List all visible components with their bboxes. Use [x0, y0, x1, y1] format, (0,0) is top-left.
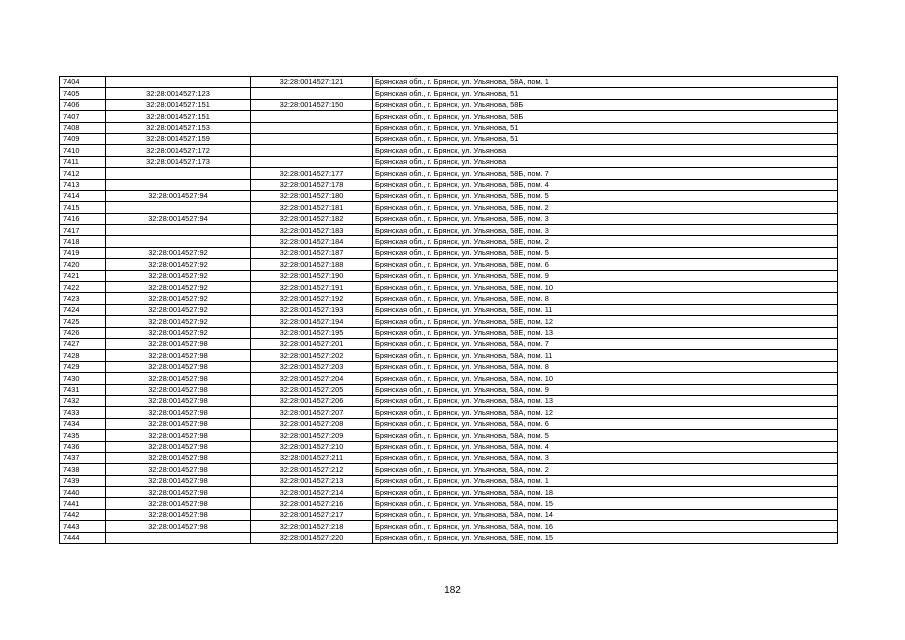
- address-cell: Брянская обл., г. Брянск, ул. Ульянова, 58Б: [373, 99, 838, 110]
- row-number-cell: 7433: [60, 407, 106, 418]
- row-number-cell: 7443: [60, 521, 106, 532]
- object-number-cell: 32:28:0014527:220: [251, 532, 373, 543]
- object-number-cell: 32:28:0014527:204: [251, 373, 373, 384]
- address-cell: Брянская обл., г. Брянск, ул. Ульянова, 58А, пом. 13: [373, 395, 838, 406]
- object-number-cell: 32:28:0014527:193: [251, 304, 373, 315]
- table-row: [60, 464, 838, 475]
- object-number-cell: 32:28:0014527:177: [251, 168, 373, 179]
- parcel-number-cell: 32:28:0014527:172: [106, 145, 251, 156]
- object-number-cell: 32:28:0014527:203: [251, 361, 373, 372]
- object-number-cell: 32:28:0014527:195: [251, 327, 373, 338]
- row-number-cell: 7426: [60, 327, 106, 338]
- parcel-number-cell: [106, 236, 251, 247]
- table-row: [60, 99, 838, 110]
- parcel-number-cell: 32:28:0014527:98: [106, 395, 251, 406]
- object-number-cell: 32:28:0014527:188: [251, 259, 373, 270]
- row-number-cell: 7419: [60, 247, 106, 258]
- parcel-number-cell: [106, 225, 251, 236]
- page-number: 182: [444, 585, 461, 596]
- address-cell: Брянская обл., г. Брянск, ул. Ульянова, 58А, пом. 12: [373, 407, 838, 418]
- object-number-cell: 32:28:0014527:178: [251, 179, 373, 190]
- row-number-cell: 7406: [60, 99, 106, 110]
- table-row: [60, 111, 838, 122]
- object-number-cell: [251, 156, 373, 167]
- parcel-number-cell: 32:28:0014527:98: [106, 430, 251, 441]
- address-cell: Брянская обл., г. Брянск, ул. Ульянова, 58А, пом. 7: [373, 338, 838, 349]
- table-row: [60, 487, 838, 498]
- row-number-cell: 7411: [60, 156, 106, 167]
- parcel-number-cell: 32:28:0014527:92: [106, 259, 251, 270]
- address-cell: Брянская обл., г. Брянск, ул. Ульянова, 58Е, пом. 10: [373, 282, 838, 293]
- object-number-cell: 32:28:0014527:183: [251, 225, 373, 236]
- parcel-number-cell: 32:28:0014527:98: [106, 498, 251, 509]
- table-row: [60, 179, 838, 190]
- object-number-cell: [251, 111, 373, 122]
- table-row: [60, 202, 838, 213]
- table-row: [60, 509, 838, 520]
- address-cell: Брянская обл., г. Брянск, ул. Ульянова, 58А, пом. 1: [373, 475, 838, 486]
- parcel-number-cell: 32:28:0014527:98: [106, 441, 251, 452]
- address-cell: Брянская обл., г. Брянск, ул. Ульянова, 58Е, пом. 9: [373, 270, 838, 281]
- table-row: [60, 316, 838, 327]
- parcel-number-cell: 32:28:0014527:98: [106, 452, 251, 463]
- object-number-cell: 32:28:0014527:206: [251, 395, 373, 406]
- row-number-cell: 7442: [60, 509, 106, 520]
- object-number-cell: 32:28:0014527:208: [251, 418, 373, 429]
- row-number-cell: 7414: [60, 190, 106, 201]
- address-cell: Брянская обл., г. Брянск, ул. Ульянова, 51: [373, 122, 838, 133]
- table-row: [60, 532, 838, 543]
- row-number-cell: 7435: [60, 430, 106, 441]
- address-cell: Брянская обл., г. Брянск, ул. Ульянова, 58А, пом. 2: [373, 464, 838, 475]
- parcel-number-cell: 32:28:0014527:94: [106, 213, 251, 224]
- address-cell: Брянская обл., г. Брянск, ул. Ульянова, 58А, пом. 3: [373, 452, 838, 463]
- table-row: [60, 77, 838, 88]
- object-number-cell: 32:28:0014527:210: [251, 441, 373, 452]
- address-cell: Брянская обл., г. Брянск, ул. Ульянова, 58Е, пом. 11: [373, 304, 838, 315]
- table-row: [60, 350, 838, 361]
- object-number-cell: [251, 145, 373, 156]
- address-cell: Брянская обл., г. Брянск, ул. Ульянова, 58Б, пом. 4: [373, 179, 838, 190]
- table-row: [60, 418, 838, 429]
- object-number-cell: 32:28:0014527:217: [251, 509, 373, 520]
- address-cell: Брянская обл., г. Брянск, ул. Ульянова, 58Е, пом. 13: [373, 327, 838, 338]
- row-number-cell: 7431: [60, 384, 106, 395]
- parcel-number-cell: 32:28:0014527:123: [106, 88, 251, 99]
- row-number-cell: 7412: [60, 168, 106, 179]
- row-number-cell: 7427: [60, 338, 106, 349]
- object-number-cell: 32:28:0014527:216: [251, 498, 373, 509]
- address-cell: Брянская обл., г. Брянск, ул. Ульянова: [373, 156, 838, 167]
- table-row: [60, 156, 838, 167]
- row-number-cell: 7429: [60, 361, 106, 372]
- row-number-cell: 7417: [60, 225, 106, 236]
- row-number-cell: 7416: [60, 213, 106, 224]
- parcel-number-cell: 32:28:0014527:92: [106, 270, 251, 281]
- address-cell: Брянская обл., г. Брянск, ул. Ульянова, 58А, пом. 5: [373, 430, 838, 441]
- address-cell: Брянская обл., г. Брянск, ул. Ульянова, 58А, пом. 8: [373, 361, 838, 372]
- object-number-cell: 32:28:0014527:213: [251, 475, 373, 486]
- table-row: [60, 475, 838, 486]
- table-row: [60, 293, 838, 304]
- table-row: [60, 168, 838, 179]
- address-cell: Брянская обл., г. Брянск, ул. Ульянова, 58Е, пом. 2: [373, 236, 838, 247]
- object-number-cell: [251, 88, 373, 99]
- address-cell: Брянская обл., г. Брянск, ул. Ульянова, 58Б, пом. 7: [373, 168, 838, 179]
- table-row: [60, 236, 838, 247]
- address-cell: Брянская обл., г. Брянск, ул. Ульянова, 58А, пом. 6: [373, 418, 838, 429]
- address-cell: Брянская обл., г. Брянск, ул. Ульянова, 58А, пом. 15: [373, 498, 838, 509]
- object-number-cell: 32:28:0014527:150: [251, 99, 373, 110]
- parcel-number-cell: 32:28:0014527:153: [106, 122, 251, 133]
- parcel-number-cell: [106, 202, 251, 213]
- row-number-cell: 7424: [60, 304, 106, 315]
- row-number-cell: 7436: [60, 441, 106, 452]
- row-number-cell: 7425: [60, 316, 106, 327]
- table-row: [60, 247, 838, 258]
- table-row: [60, 452, 838, 463]
- row-number-cell: 7404: [60, 77, 106, 88]
- table-row: [60, 270, 838, 281]
- object-number-cell: 32:28:0014527:190: [251, 270, 373, 281]
- parcel-number-cell: [106, 168, 251, 179]
- parcel-number-cell: 32:28:0014527:92: [106, 293, 251, 304]
- row-number-cell: 7444: [60, 532, 106, 543]
- table-row: [60, 88, 838, 99]
- row-number-cell: 7415: [60, 202, 106, 213]
- address-cell: Брянская обл., г. Брянск, ул. Ульянова, 58Е, пом. 6: [373, 259, 838, 270]
- parcel-number-cell: 32:28:0014527:98: [106, 407, 251, 418]
- object-number-cell: 32:28:0014527:205: [251, 384, 373, 395]
- address-cell: Брянская обл., г. Брянск, ул. Ульянова, 51: [373, 88, 838, 99]
- table-row: [60, 338, 838, 349]
- object-number-cell: 32:28:0014527:194: [251, 316, 373, 327]
- parcel-number-cell: [106, 77, 251, 88]
- address-cell: Брянская обл., г. Брянск, ул. Ульянова, 58А, пом. 1: [373, 77, 838, 88]
- parcel-number-cell: 32:28:0014527:98: [106, 464, 251, 475]
- object-number-cell: 32:28:0014527:180: [251, 190, 373, 201]
- row-number-cell: 7422: [60, 282, 106, 293]
- parcel-number-cell: 32:28:0014527:98: [106, 521, 251, 532]
- parcel-number-cell: 32:28:0014527:92: [106, 247, 251, 258]
- table-row: [60, 213, 838, 224]
- address-cell: Брянская обл., г. Брянск, ул. Ульянова, 58Б, пом. 2: [373, 202, 838, 213]
- parcel-number-cell: 32:28:0014527:159: [106, 133, 251, 144]
- table-body: [60, 77, 838, 544]
- registry-table: [59, 76, 838, 544]
- row-number-cell: 7405: [60, 88, 106, 99]
- address-cell: Брянская обл., г. Брянск, ул. Ульянова, 58А, пом. 10: [373, 373, 838, 384]
- row-number-cell: 7407: [60, 111, 106, 122]
- row-number-cell: 7437: [60, 452, 106, 463]
- object-number-cell: 32:28:0014527:121: [251, 77, 373, 88]
- object-number-cell: [251, 133, 373, 144]
- row-number-cell: 7428: [60, 350, 106, 361]
- address-cell: Брянская обл., г. Брянск, ул. Ульянова, 58А, пом. 18: [373, 487, 838, 498]
- row-number-cell: 7439: [60, 475, 106, 486]
- row-number-cell: 7441: [60, 498, 106, 509]
- parcel-number-cell: 32:28:0014527:98: [106, 350, 251, 361]
- address-cell: Брянская обл., г. Брянск, ул. Ульянова, 58Б, пом. 3: [373, 213, 838, 224]
- parcel-number-cell: 32:28:0014527:94: [106, 190, 251, 201]
- parcel-number-cell: 32:28:0014527:98: [106, 418, 251, 429]
- table-row: [60, 282, 838, 293]
- parcel-number-cell: 32:28:0014527:98: [106, 384, 251, 395]
- object-number-cell: 32:28:0014527:187: [251, 247, 373, 258]
- parcel-number-cell: 32:28:0014527:173: [106, 156, 251, 167]
- parcel-number-cell: 32:28:0014527:98: [106, 509, 251, 520]
- row-number-cell: 7430: [60, 373, 106, 384]
- address-cell: Брянская обл., г. Брянск, ул. Ульянова, 58А, пом. 4: [373, 441, 838, 452]
- table-row: [60, 122, 838, 133]
- parcel-number-cell: 32:28:0014527:92: [106, 327, 251, 338]
- object-number-cell: 32:28:0014527:192: [251, 293, 373, 304]
- table-row: [60, 373, 838, 384]
- object-number-cell: 32:28:0014527:184: [251, 236, 373, 247]
- row-number-cell: 7420: [60, 259, 106, 270]
- object-number-cell: 32:28:0014527:211: [251, 452, 373, 463]
- parcel-number-cell: 32:28:0014527:92: [106, 316, 251, 327]
- table-row: [60, 384, 838, 395]
- row-number-cell: 7409: [60, 133, 106, 144]
- parcel-number-cell: 32:28:0014527:151: [106, 111, 251, 122]
- object-number-cell: 32:28:0014527:181: [251, 202, 373, 213]
- row-number-cell: 7423: [60, 293, 106, 304]
- address-cell: Брянская обл., г. Брянск, ул. Ульянова, 58Е, пом. 3: [373, 225, 838, 236]
- address-cell: Брянская обл., г. Брянск, ул. Ульянова, 58Е, пом. 15: [373, 532, 838, 543]
- table-row: [60, 441, 838, 452]
- address-cell: Брянская обл., г. Брянск, ул. Ульянова, 58Е, пом. 12: [373, 316, 838, 327]
- table-row: [60, 190, 838, 201]
- address-cell: Брянская обл., г. Брянск, ул. Ульянова, 58Е, пом. 5: [373, 247, 838, 258]
- table-row: [60, 225, 838, 236]
- address-cell: Брянская обл., г. Брянск, ул. Ульянова, 58Б, пом. 5: [373, 190, 838, 201]
- address-cell: Брянская обл., г. Брянск, ул. Ульянова: [373, 145, 838, 156]
- address-cell: Брянская обл., г. Брянск, ул. Ульянова, 58А, пом. 16: [373, 521, 838, 532]
- parcel-number-cell: 32:28:0014527:98: [106, 475, 251, 486]
- address-cell: Брянская обл., г. Брянск, ул. Ульянова, 51: [373, 133, 838, 144]
- object-number-cell: [251, 122, 373, 133]
- address-cell: Брянская обл., г. Брянск, ул. Ульянова, 58Е, пом. 8: [373, 293, 838, 304]
- row-number-cell: 7418: [60, 236, 106, 247]
- parcel-number-cell: 32:28:0014527:98: [106, 338, 251, 349]
- address-cell: Брянская обл., г. Брянск, ул. Ульянова, 58А, пом. 9: [373, 384, 838, 395]
- table-row: [60, 304, 838, 315]
- table-row: [60, 498, 838, 509]
- row-number-cell: 7408: [60, 122, 106, 133]
- address-cell: Брянская обл., г. Брянск, ул. Ульянова, 58А, пом. 11: [373, 350, 838, 361]
- table-row: [60, 361, 838, 372]
- object-number-cell: 32:28:0014527:202: [251, 350, 373, 361]
- row-number-cell: 7410: [60, 145, 106, 156]
- object-number-cell: 32:28:0014527:214: [251, 487, 373, 498]
- parcel-number-cell: 32:28:0014527:151: [106, 99, 251, 110]
- parcel-number-cell: 32:28:0014527:98: [106, 487, 251, 498]
- parcel-number-cell: 32:28:0014527:98: [106, 361, 251, 372]
- table-row: [60, 395, 838, 406]
- row-number-cell: 7434: [60, 418, 106, 429]
- table-row: [60, 259, 838, 270]
- object-number-cell: 32:28:0014527:201: [251, 338, 373, 349]
- row-number-cell: 7413: [60, 179, 106, 190]
- row-number-cell: 7438: [60, 464, 106, 475]
- object-number-cell: 32:28:0014527:212: [251, 464, 373, 475]
- parcel-number-cell: [106, 179, 251, 190]
- table-row: [60, 327, 838, 338]
- object-number-cell: 32:28:0014527:209: [251, 430, 373, 441]
- object-number-cell: 32:28:0014527:191: [251, 282, 373, 293]
- object-number-cell: 32:28:0014527:218: [251, 521, 373, 532]
- row-number-cell: 7432: [60, 395, 106, 406]
- parcel-number-cell: 32:28:0014527:92: [106, 304, 251, 315]
- table-row: [60, 430, 838, 441]
- object-number-cell: 32:28:0014527:182: [251, 213, 373, 224]
- table-row: [60, 521, 838, 532]
- table-row: [60, 407, 838, 418]
- address-cell: Брянская обл., г. Брянск, ул. Ульянова, 58А, пом. 14: [373, 509, 838, 520]
- address-cell: Брянская обл., г. Брянск, ул. Ульянова, 58Б: [373, 111, 838, 122]
- parcel-number-cell: [106, 532, 251, 543]
- parcel-number-cell: 32:28:0014527:98: [106, 373, 251, 384]
- row-number-cell: 7421: [60, 270, 106, 281]
- parcel-number-cell: 32:28:0014527:92: [106, 282, 251, 293]
- row-number-cell: 7440: [60, 487, 106, 498]
- table-row: [60, 145, 838, 156]
- table-row: [60, 133, 838, 144]
- object-number-cell: 32:28:0014527:207: [251, 407, 373, 418]
